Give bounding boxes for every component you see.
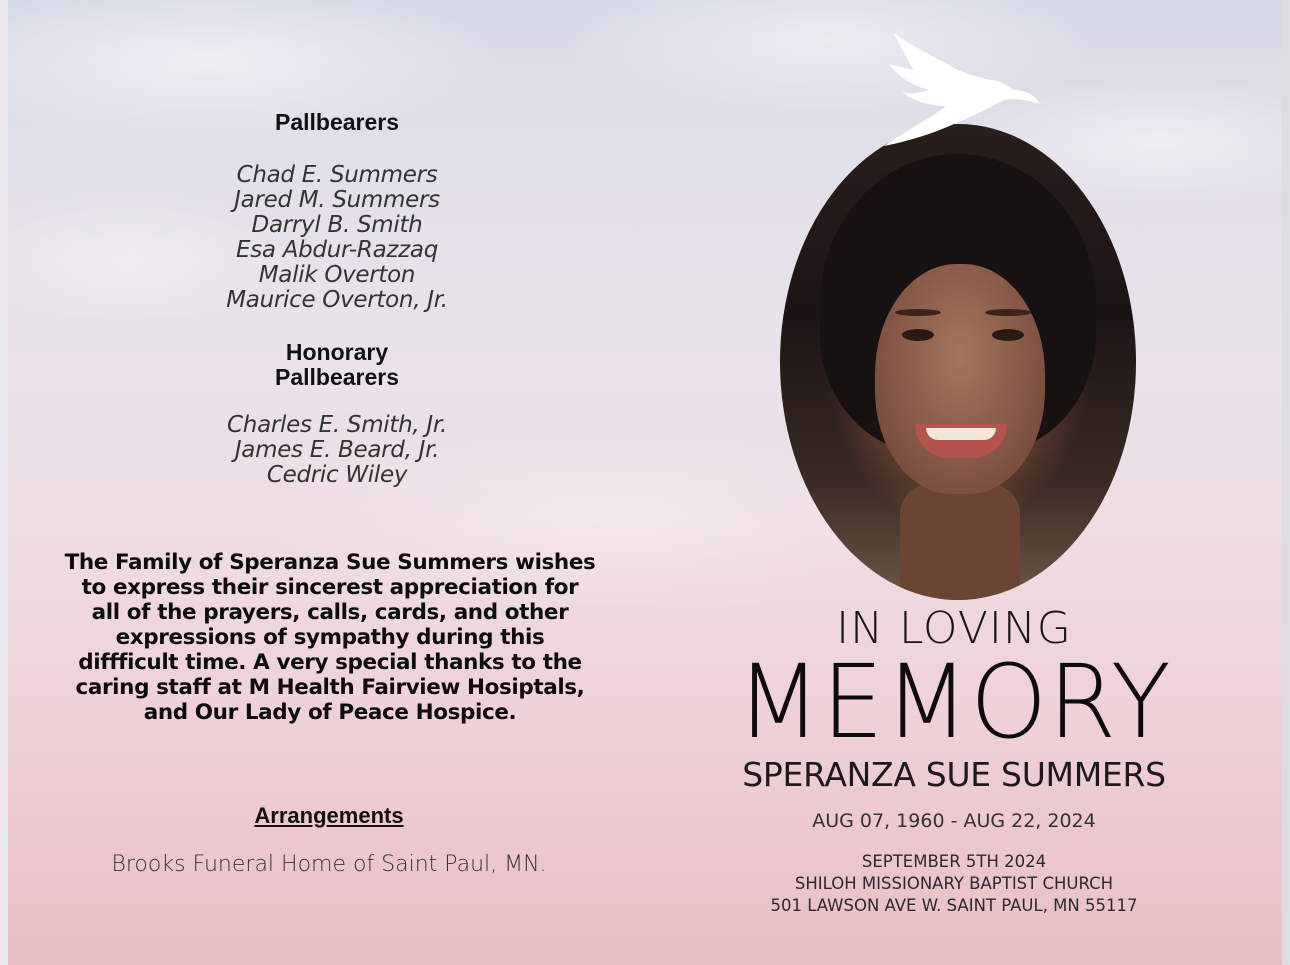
in-loving-title: IN LOVING [836,603,1072,654]
acknowledgement-line: all of the prayers, calls, cards, and other [91,600,569,625]
life-dates: AUG 07, 1960 - AUG 22, 2024 [812,810,1096,832]
pallbearers-heading: Pallbearers [274,109,400,135]
acknowledgement-line: and Our Lady of Peace Hospice. [143,700,517,725]
deceased-name: SPERANZA SUE SUMMERS [742,755,1166,794]
arrangements-text: Brooks Funeral Home of Saint Paul, MN. [111,852,547,877]
pallbearer-name: Chad E. Summers [236,162,438,188]
honorary-heading-line2: Pallbearers [274,364,400,390]
pallbearers-list [187,163,487,313]
service-date: SEPTEMBER 5TH 2024 [861,852,1047,871]
honorary-name: James E. Beard, Jr. [234,437,440,463]
acknowledgement-line: to express their sincerest appreciation for [81,575,579,600]
honorary-name: Charles E. Smith, Jr. [227,412,447,438]
honorary-name: Cedric Wiley [266,462,408,488]
pallbearer-name: Esa Abdur-Razzaq [235,237,439,263]
program-page [8,0,1282,965]
acknowledgement-line: The Family of Speranza Sue Summers wishes [64,550,596,575]
pallbearer-name: Darryl B. Smith [251,212,423,238]
service-details [704,851,1204,917]
honorary-pallbearers-heading [237,340,437,390]
pallbearer-name: Malik Overton [258,262,416,288]
arrangements-heading: Arrangements [254,803,404,828]
church-address: 501 LAWSON AVE W. SAINT PAUL, MN 55117 [770,896,1138,915]
acknowledgement-line: expressions of sympathy during this [115,625,545,650]
honorary-heading-line1: Honorary [285,339,389,365]
dove-icon [874,28,1044,162]
page-edge [1282,0,1290,965]
acknowledgement-line: caring staff at M Health Fairview Hosiptals, [75,675,585,700]
church-name: SHILOH MISSIONARY BAPTIST CHURCH [794,874,1114,893]
acknowledgement-line: diffficult time. A very special thanks to the [78,650,582,675]
pallbearer-name: Maurice Overton, Jr. [226,287,448,313]
honorary-pallbearers-list [187,413,487,488]
portrait-photo [780,124,1136,600]
pallbearer-name: Jared M. Summers [234,187,440,213]
memory-title: MEMORY [736,643,1172,762]
acknowledgement-text [30,550,630,725]
